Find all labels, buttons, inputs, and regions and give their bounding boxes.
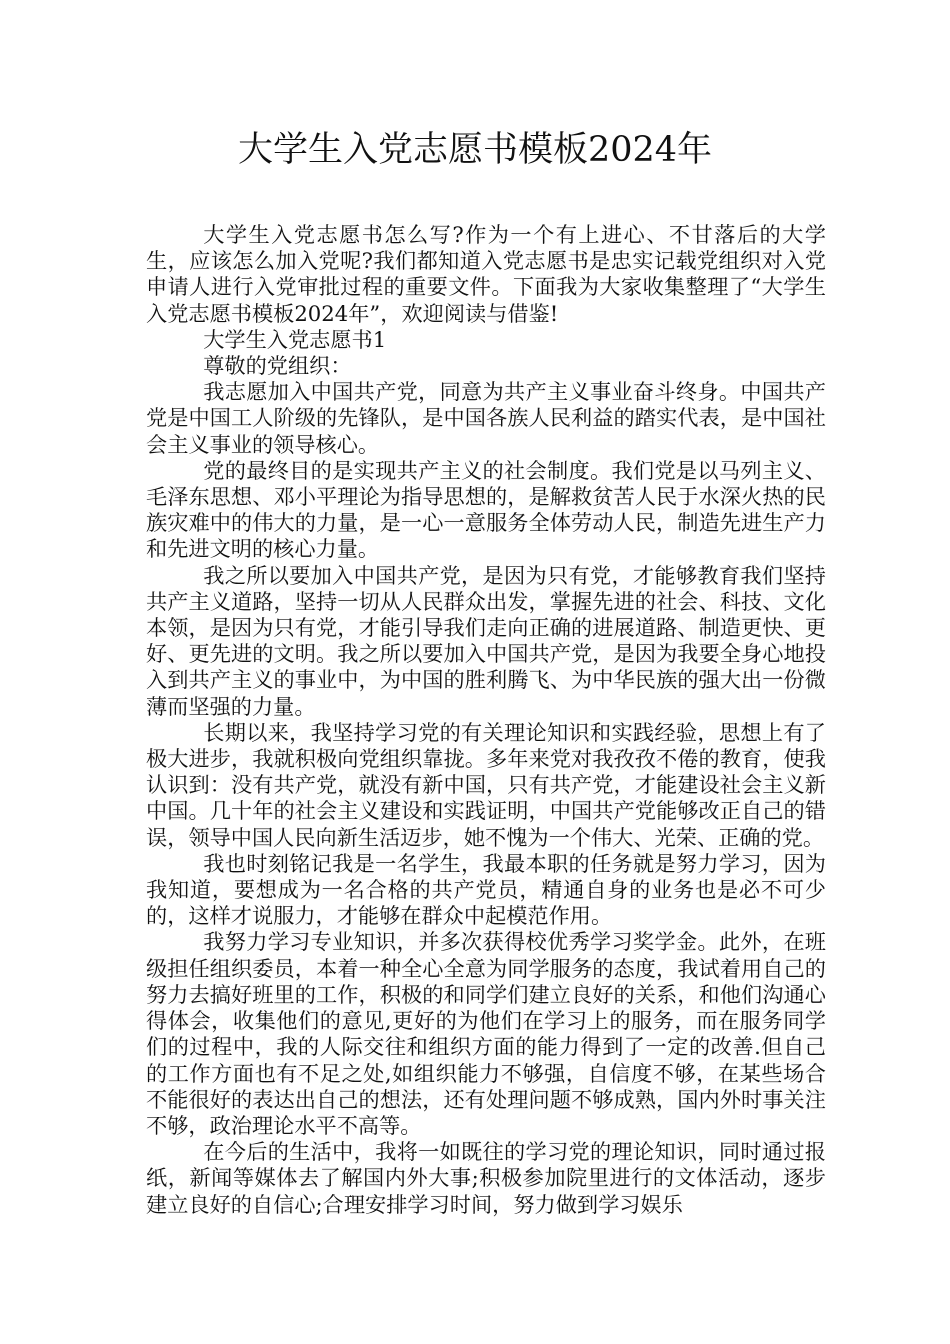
body-paragraph: 我也时刻铭记我是一名学生，我最本职的任务就是努力学习，因为我知道，要想成为一名合格的共产党员，精通自身的业务也是必不可少的，这样才说服力，才能够在群众中起模范作用。 [146,850,826,929]
salutation: 尊敬的党组织： [203,353,352,379]
body-paragraph: 长期以来，我坚持学习党的有关理论知识和实践经验，思想上有了极大进步，我就积极向党组织靠拢。多年来党对我孜孜不倦的教育，使我认识到：没有共产党，就没有新中国，只有共产党，才能建设社会主义新中国。几十年的社会主义建设和实践证明，中国共产党能够改正自己的错误，领导中国人民向新生活迈步，她不愧为一个伟大、光荣、正确的党。 [146,719,826,850]
intro-paragraph: 大学生入党志愿书怎么写?作为一个有上进心、不甘落后的大学生，应该怎么加入党呢?我们都知道入党志愿书是忠实记载党组织对入党申请人进行入党审批过程的重要文件。下面我为大家收集整理了“大学生入党志愿书模板2024年”，欢迎阅读与借鉴! [146,222,826,326]
document-title: 大学生入党志愿书模板2024年 [237,130,713,170]
section-heading: 大学生入党志愿书1 [203,326,387,352]
body-paragraph: 党的最终目的是实现共产主义的社会制度。我们党是以马列主义、毛泽东思想、邓小平理论为指导思想的，是解救贫苦人民于水深火热的民族灾难中的伟大的力量，是一心一意服务全体劳动人民，制造先进生产力和先进文明的核心力量。 [146,457,826,562]
body-paragraph: 我努力学习专业知识，并多次获得校优秀学习奖学金。此外，在班级担任组织委员，本着一种全心全意为同学服务的态度，我试着用自己的努力去搞好班里的工作，积极的和同学们建立良好的关系，和他们沟通心得体会，收集他们的意见,更好的为他们在学习上的服务，而在服务同学们的过程中，我的人际交往和组织方面的能力得到了一定的改善.但自己的工作方面也有不足之处,如组织能力不够强，自信度不够，在某些场合不能很好的表达出自己的想法，还有处理问题不够成熟，国内外时事关注不够，政治理论水平不高等。 [146,929,826,1138]
body-paragraph: 我志愿加入中国共产党，同意为共产主义事业奋斗终身。中国共产党是中国工人阶级的先锋队，是中国各族人民利益的踏实代表，是中国社会主义事业的领导核心。 [146,379,826,457]
body-paragraph: 在今后的生活中，我将一如既往的学习党的理论知识，同时通过报纸，新闻等媒体去了解国内外大事;积极参加院里进行的文体活动，逐步建立良好的自信心;合理安排学习时间，努力做到学习娱乐 [146,1139,826,1217]
body-paragraph: 我之所以要加入中国共产党，是因为只有党，才能够教育我们坚持共产主义道路，坚持一切从人民群众出发，掌握先进的社会、科技、文化本领，是因为只有党，才能引导我们走向正确的进展道路、制造更快、更好、更先进的文明。我之所以要加入中国共产党，是因为我要全身心地投入到共产主义的事业中，为中国的胜利腾飞、为中华民族的强大出一份微薄而坚强的力量。 [146,562,826,719]
document-body [146,222,826,1218]
